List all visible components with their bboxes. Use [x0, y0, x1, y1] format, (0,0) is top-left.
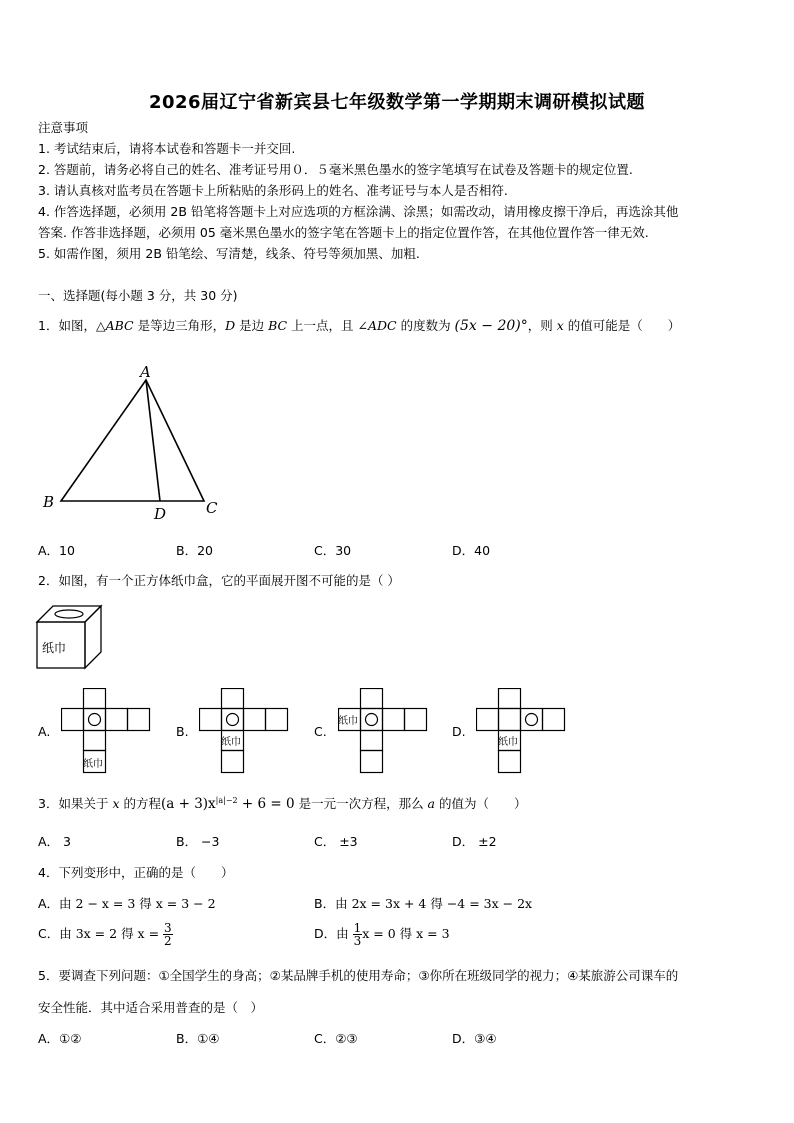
question-5-line1: 5．要调查下列问题：①全国学生的身高；②某品牌手机的使用寿命；③你所在班级同学的视力；④某旅游公司课车的: [38, 968, 679, 983]
net-d: [476, 688, 586, 776]
label-d: D: [154, 505, 167, 523]
question-2-text: 2．如图，有一个正方体纸巾盒，它的平面展开图不可能的是（ ）: [38, 573, 400, 588]
q1-option-b: B．20: [176, 543, 213, 558]
q3-option-c: C． ±3: [314, 834, 358, 849]
section-heading: 一、选择题(每小题 3 分，共 30 分): [38, 288, 238, 303]
label-b: B: [43, 493, 55, 511]
question-4-text: 4．下列变形中，正确的是（ ）: [38, 865, 234, 880]
label-a: A: [140, 363, 151, 381]
fraction: $\frac{3}{2}$: [164, 921, 172, 948]
question-3-text: 3．如果关于 x 的方程$(a + 3)x^{|a|-2} + 6 = 0$ 是一元一次方程，那么 a 的值为（ ）: [38, 795, 527, 812]
note-item: 3. 请认真核对监考员在答题卡上所粘贴的条形码上的姓名、准考证号与本人是否相符.: [38, 183, 508, 198]
q4-option-c: C．由 3x = 2 得 x = $\frac{3}{2}$: [38, 921, 172, 948]
triangle-figure: [30, 355, 240, 530]
note-item: 答案. 作答非选择题，必须用 05 毫米黑色墨水的签字笔在答题卡上的指定位置作答，在其他位置作答一律无效.: [38, 225, 649, 240]
q1-option-c: C．30: [314, 543, 352, 558]
note-item: 4. 作答选择题，必须用 2B 铅笔将答题卡上对应选项的方框涂满、涂黑；如需改动，请用橡皮擦干净后，再选涂其他: [38, 204, 679, 219]
q2-option-a: A.: [38, 724, 51, 739]
net-label: 纸巾: [221, 737, 241, 748]
net-a: [61, 688, 171, 776]
q5-option-d: D．③④: [452, 1031, 497, 1046]
net-label: 纸巾: [338, 716, 358, 727]
question-5-line2: 安全性能．其中适合采用普查的是（ ）: [38, 1000, 264, 1015]
q1-option-d: D．40: [452, 543, 491, 558]
net-label: 纸巾: [498, 737, 518, 748]
note-item: 1. 考试结束后，请将本试卷和答题卡一并交回.: [38, 141, 296, 156]
q4-option-d: D．由 $\frac{1}{3}$ x = 0 得 x = 3: [314, 921, 450, 948]
q2-option-b: B.: [176, 724, 189, 739]
net-c: [338, 688, 448, 776]
q5-option-b: B．①④: [176, 1031, 220, 1046]
q5-option-a: A．①②: [38, 1031, 82, 1046]
q3-option-d: D． ±2: [452, 834, 497, 849]
note-item: 2. 答题前，请务必将自己的姓名、准考证号用０．５毫米黑色墨水的签字笔填写在试卷及答题卡的规定位置.: [38, 162, 633, 177]
tissue-box-figure: [34, 603, 106, 671]
label-c: C: [206, 499, 218, 517]
question-1-text: 1．如图，△ABC 是等边三角形，D 是边 BC 上一点，且 ∠ADC 的度数为 (5x − 20)°，则 x 的值可能是（ ）: [38, 318, 681, 334]
q3-option-b: B． −3: [176, 834, 220, 849]
q4-option-a: A．由 2 − x = 3 得 x = 3 − 2: [38, 896, 216, 911]
q2-option-d: D.: [452, 724, 466, 739]
net-b: [199, 688, 309, 776]
fraction: $\frac{1}{3}$: [353, 921, 362, 948]
q3-option-a: A． 3: [38, 834, 71, 849]
box-label: 纸巾: [42, 641, 67, 655]
note-item: 5. 如需作图，须用 2B 铅笔绘、写清楚，线条、符号等须加黑、加粗.: [38, 246, 420, 261]
q1-option-a: A．10: [38, 543, 75, 558]
q2-option-c: C.: [314, 724, 327, 739]
q4-option-b: B．由 2x = 3x + 4 得 −4 = 3x − 2x: [314, 896, 533, 911]
net-label: 纸巾: [83, 759, 103, 770]
notes-heading: 注意事项: [38, 120, 89, 135]
q5-option-c: C．②③: [314, 1031, 358, 1046]
page-title: 2026届辽宁省新宾县七年级数学第一学期期末调研模拟试题: [148, 92, 646, 113]
